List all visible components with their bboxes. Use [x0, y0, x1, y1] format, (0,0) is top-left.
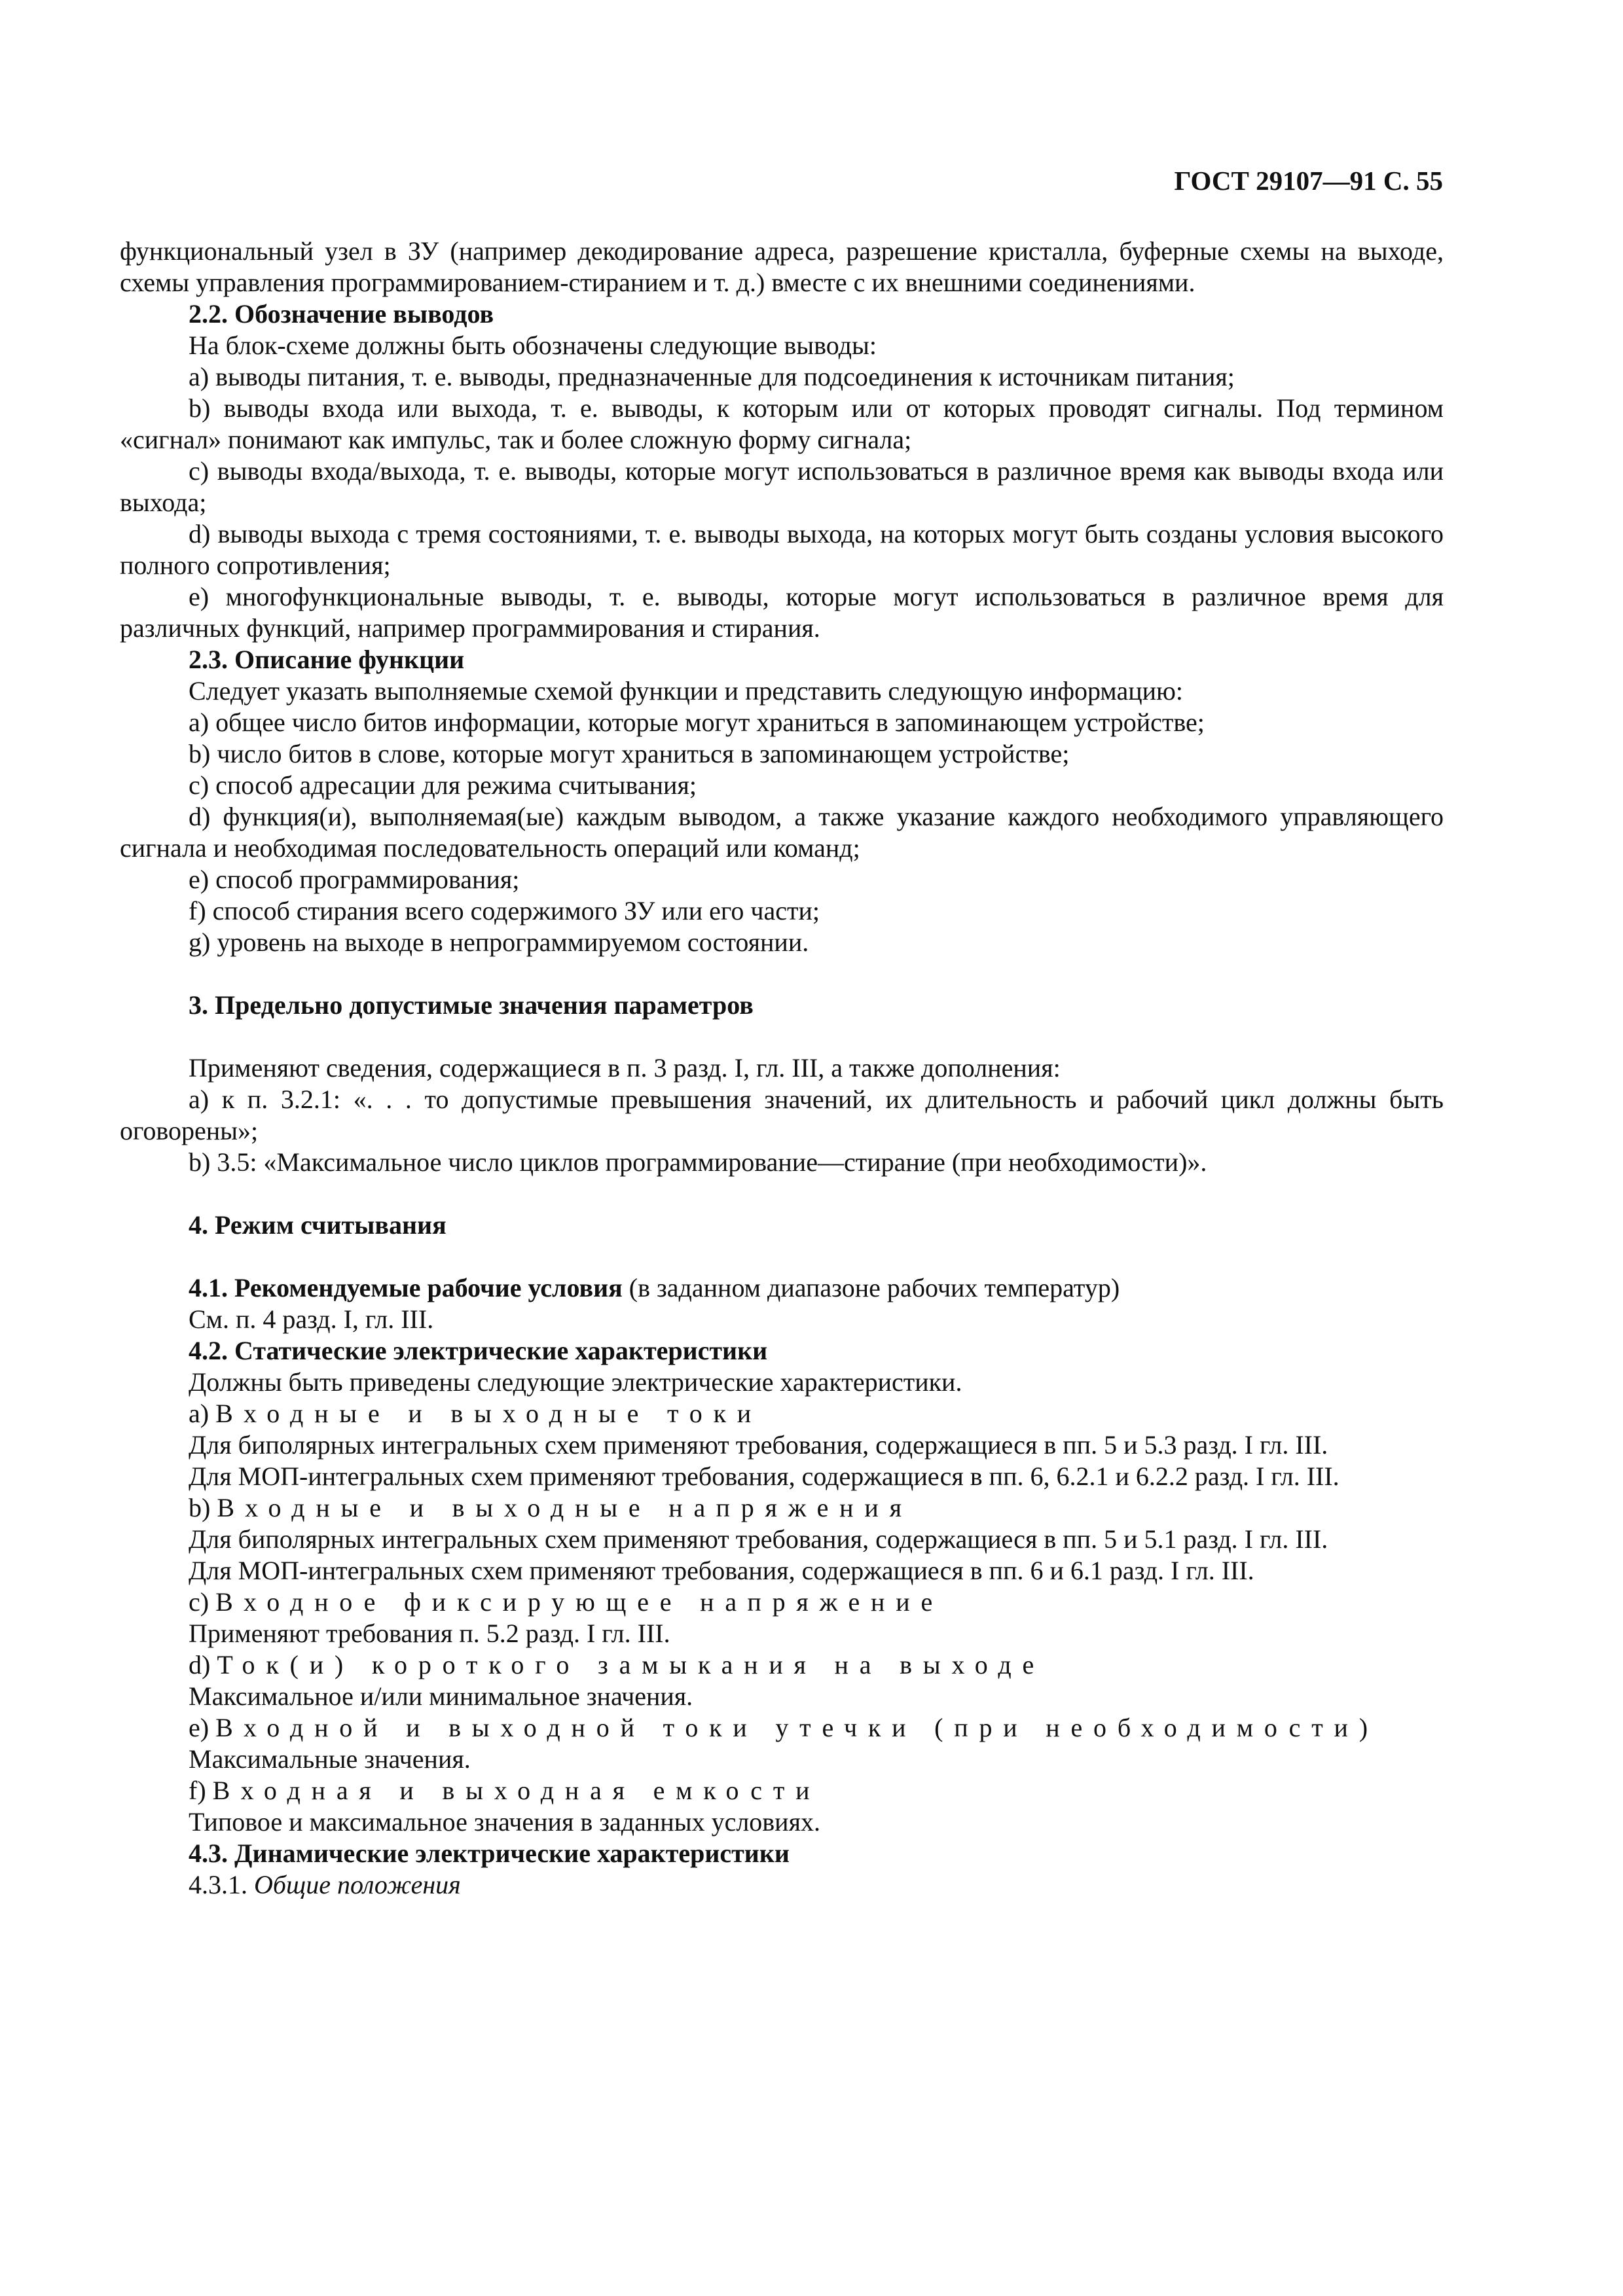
subheading [120, 1587, 1444, 1618]
paragraph: Для биполярных интегральных схем применяют требования, содержащиеся в пп. 5 и 5.1 разд. I гл. III. [189, 1524, 1328, 1554]
item-marker: e) [189, 1713, 216, 1742]
section-4-1-heading [120, 1272, 1444, 1304]
section-4-2-heading: 4.2. Статические электрические характеристики [189, 1336, 768, 1365]
spaced-title: Входная и выходная емкости [212, 1776, 821, 1805]
item-marker: a) [189, 1399, 216, 1428]
section-4-heading: 4. Режим считывания [189, 1210, 447, 1240]
subheading [120, 1398, 1444, 1429]
page-header: ГОСТ 29107—91 С. 55 [1174, 166, 1443, 196]
list-item: e) многофункциональные выводы, т. е. выводы, которые могут использоваться в различное время для различных функций, например программирования и стирания. [120, 582, 1444, 643]
section-4-3-heading: 4.3. Динамические электрические характеристики [189, 1839, 790, 1868]
section-2-2-heading: 2.2. Обозначение выводов [189, 299, 494, 329]
subsection-title: Общие положения [254, 1870, 461, 1899]
paragraph: Для МОП-интегральных схем применяют требования, содержащиеся в пп. 6, 6.2.1 и 6.2.2 разд. I гл. III. [189, 1462, 1340, 1491]
spaced-title: Входные и выходные напряжения [217, 1493, 913, 1522]
section-3-heading: 3. Предельно допустимые значения параметров [189, 990, 754, 1020]
spacer [120, 1241, 1444, 1272]
subheading [120, 1775, 1444, 1806]
section-2-3-heading: 2.3. Описание функции [189, 645, 465, 674]
spaced-title: Входные и выходные токи [215, 1399, 763, 1428]
list-item: f) способ стирания всего содержимого ЗУ или его части; [189, 896, 820, 925]
list-item: a) к п. 3.2.1: «. . . то допустимые превышения значений, их длительность и рабочий цикл должны быть оговорены»; [120, 1085, 1444, 1145]
intro-paragraph: функциональный узел в ЗУ (например декодирование адреса, разрешение кристалла, буферные схемы на выходе, схемы управления программированием-стиранием и т. д.) вместе с их внешними соединениями. [120, 236, 1444, 297]
paragraph: Применяют сведения, содержащиеся в п. 3 разд. I, гл. III, а также дополнения: [189, 1053, 1061, 1083]
item-marker: d) [189, 1650, 217, 1679]
spacer [120, 1021, 1444, 1052]
spacer [120, 958, 1444, 990]
paragraph: Максимальные значения. [189, 1744, 471, 1774]
list-item: g) уровень на выходе в непрограммируемом состоянии. [189, 927, 809, 957]
subheading [120, 1649, 1444, 1681]
spaced-title: Ток(и) короткого замыкания на выходе [217, 1650, 1046, 1679]
section-4-1-title: 4.1. Рекомендуемые рабочие условия [189, 1273, 623, 1302]
list-item: a) общее число битов информации, которые могут храниться в запоминающем устройстве; [189, 708, 1205, 737]
paragraph: См. п. 4 разд. I, гл. III. [189, 1304, 434, 1334]
list-item: c) выводы входа/выхода, т. е. выводы, которые могут использоваться в различное время как выводы входа или выхода; [120, 456, 1444, 517]
subsection-number: 4.3.1. [189, 1870, 254, 1899]
paragraph: Должны быть приведены следующие электрические характеристики. [189, 1367, 962, 1397]
section-4-1-note: (в заданном диапазоне рабочих температур) [622, 1273, 1120, 1302]
list-item: d) выводы выхода с тремя состояниями, т. е. выводы выхода, на которых могут быть созданы условия высокого полного сопротивления; [120, 519, 1444, 580]
subheading [120, 1492, 1444, 1524]
item-marker: c) [189, 1587, 216, 1617]
list-item: b) число битов в слове, которые могут храниться в запоминающем устройстве; [189, 739, 1070, 768]
spaced-title: Входное фиксирующее напряжение [215, 1587, 944, 1617]
item-marker: b) [189, 1493, 217, 1522]
subsection-4-3-1 [120, 1869, 1444, 1901]
list-item: c) способ адресации для режима считывания; [189, 770, 697, 800]
paragraph: Применяют требования п. 5.2 разд. I гл. III. [189, 1619, 670, 1648]
list-item: e) способ программирования; [189, 865, 520, 894]
paragraph: Максимальное и/или минимальное значения. [189, 1681, 693, 1711]
paragraph: Следует указать выполняемые схемой функции и представить следующую информацию: [189, 676, 1184, 706]
list-item: b) выводы входа или выхода, т. е. выводы, к которым или от которых проводят сигналы. Под термином «сигнал» понимают как импульс, так и более сложную форму сигнала; [120, 393, 1444, 454]
list-item: a) выводы питания, т. е. выводы, предназначенные для подсоединения к источникам питания; [189, 362, 1235, 391]
list-item: d) функция(и), выполняемая(ые) каждым выводом, а также указание каждого необходимого управляющего сигнала и необходимая последовательность операций или команд; [120, 802, 1444, 863]
paragraph: На блок-схеме должны быть обозначены следующие выводы: [189, 331, 877, 360]
paragraph: Типовое и максимальное значения в заданных условиях. [189, 1807, 820, 1837]
list-item: b) 3.5: «Максимальное число циклов программирование—стирание (при необходимости)». [189, 1147, 1207, 1177]
spacer [120, 1178, 1444, 1210]
subheading [120, 1712, 1444, 1744]
document-body [120, 236, 1444, 1901]
paragraph: Для МОП-интегральных схем применяют требования, содержащиеся в пп. 6 и 6.1 разд. I гл. III. [189, 1556, 1254, 1585]
spaced-title: Входной и выходной токи утечки (при необходимости) [215, 1713, 1379, 1742]
item-marker: f) [189, 1776, 213, 1805]
paragraph: Для биполярных интегральных схем применяют требования, содержащиеся в пп. 5 и 5.3 разд. I гл. III. [189, 1430, 1328, 1460]
